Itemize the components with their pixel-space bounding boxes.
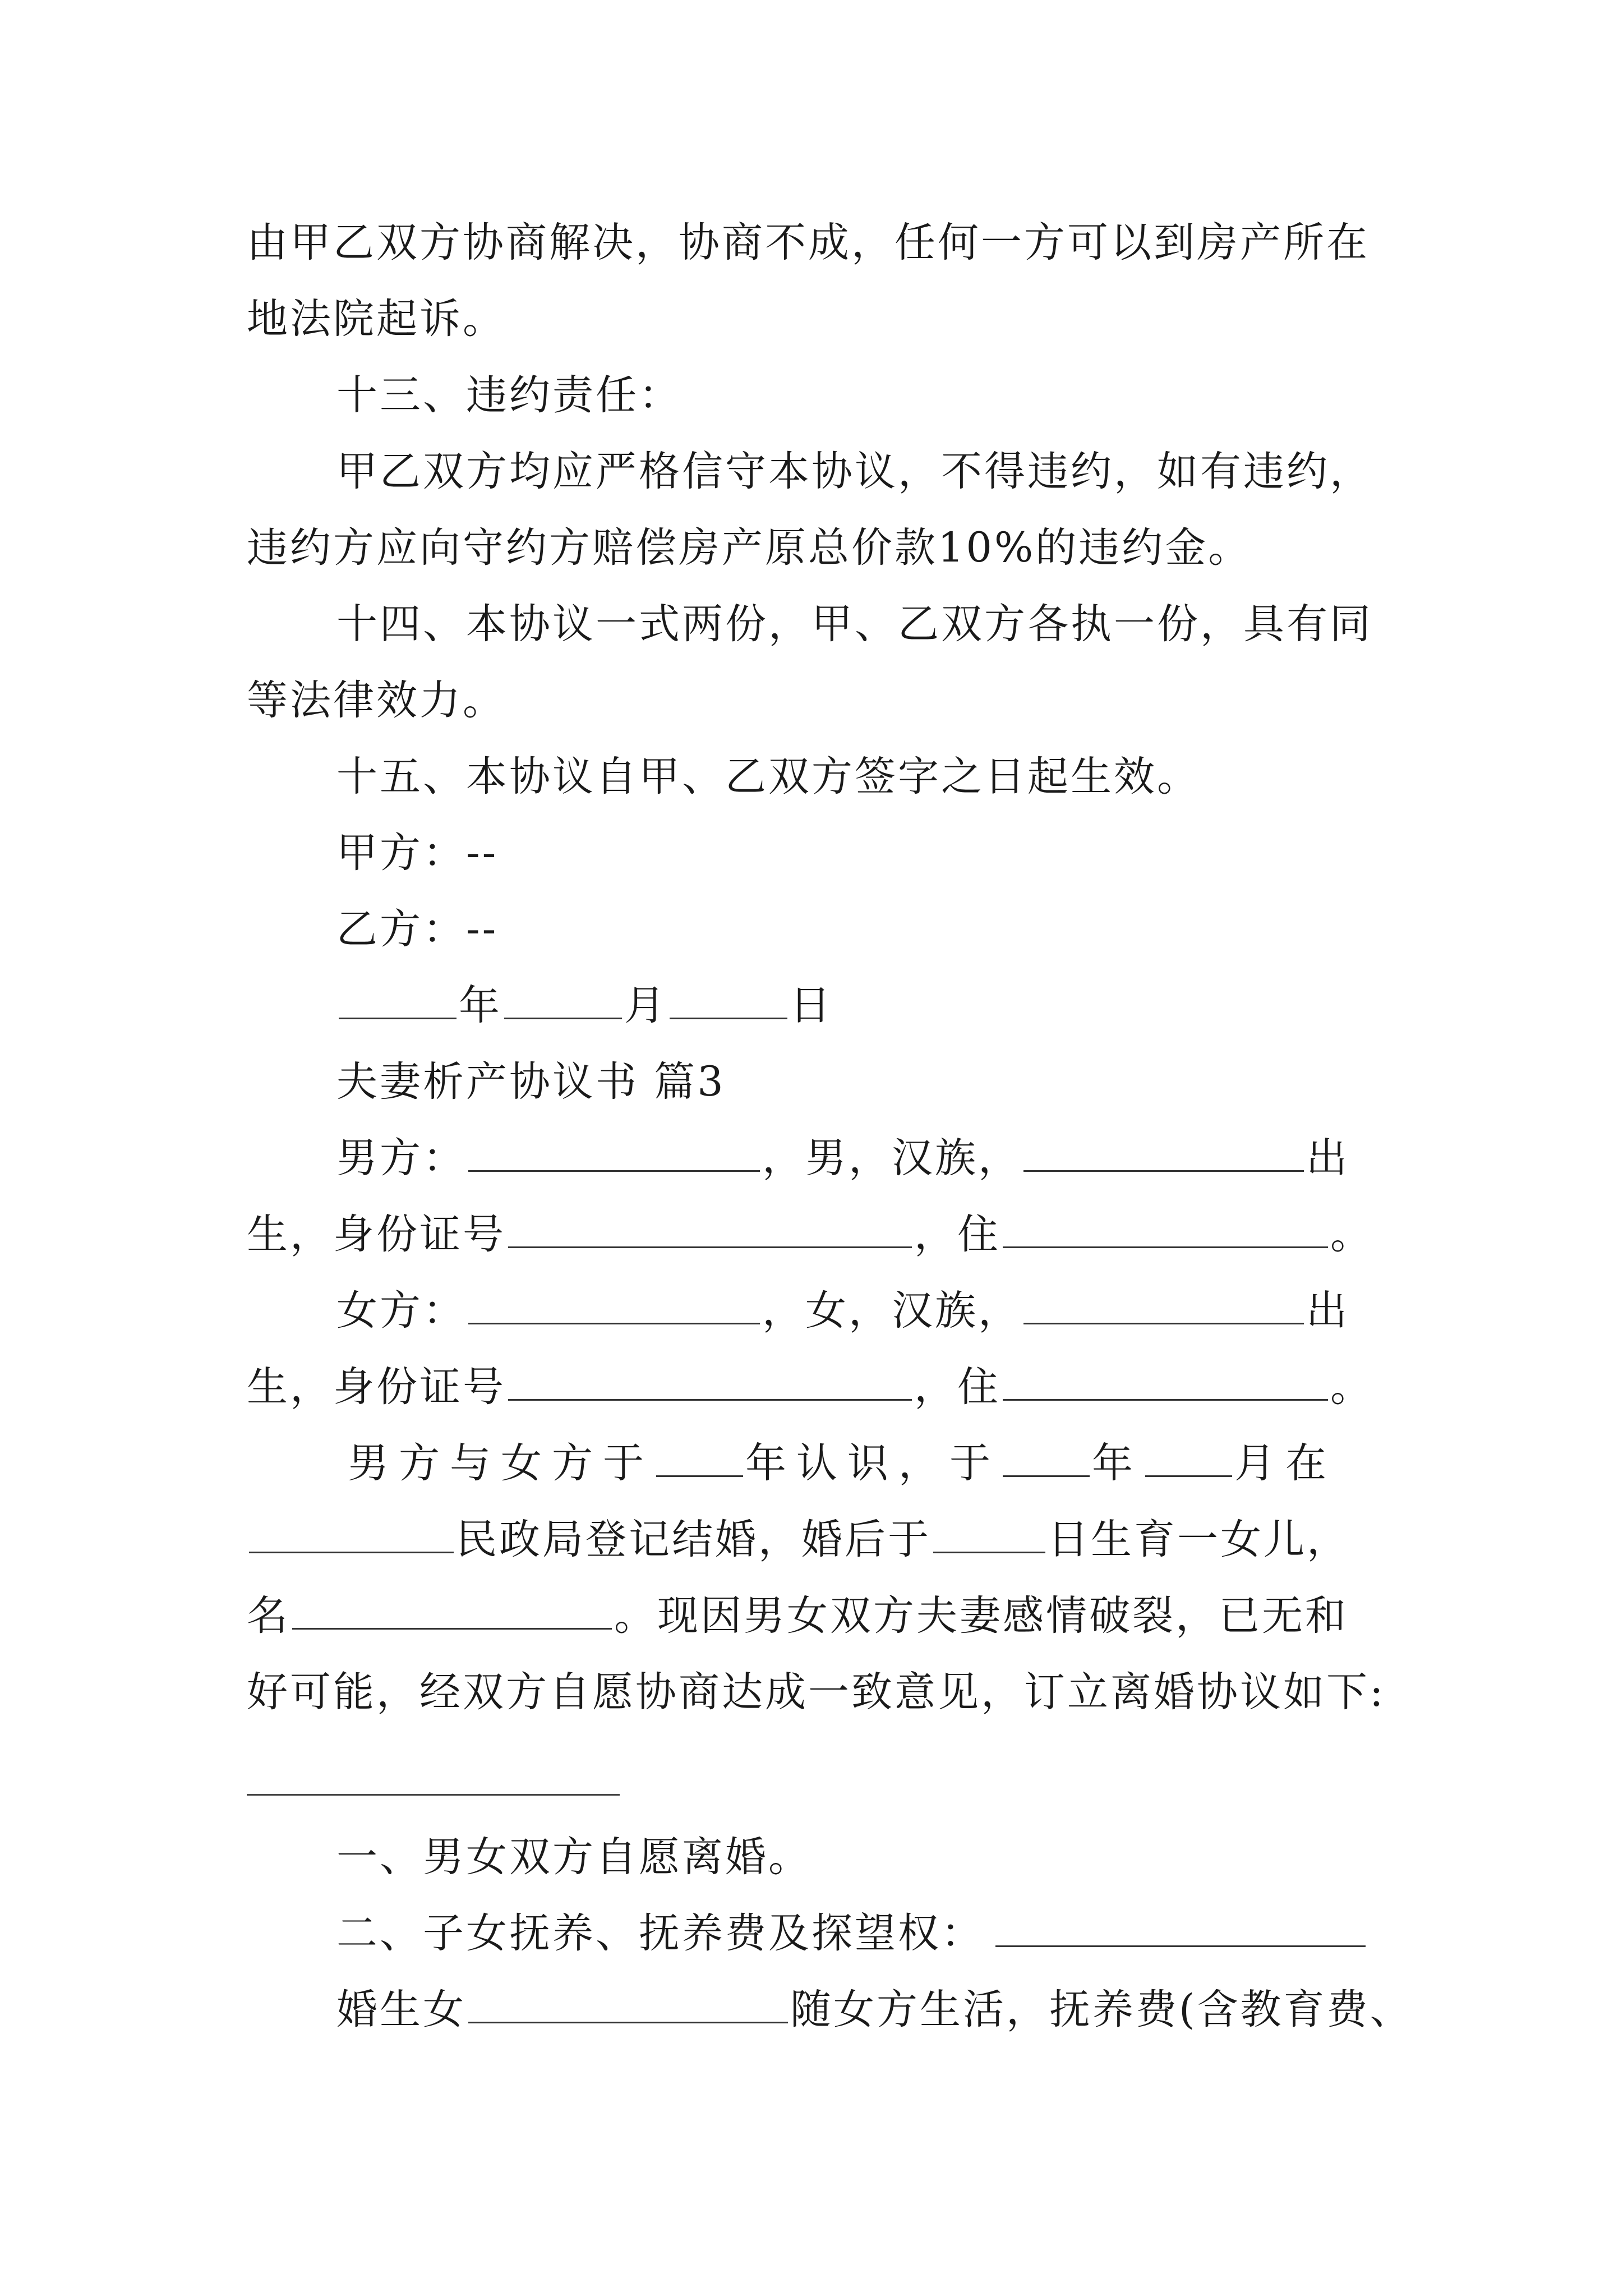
female-label: 女方： — [336, 1287, 466, 1335]
paragraph-line: 等法律效力。 — [247, 677, 506, 724]
year-blank — [339, 978, 457, 1019]
clause-1: 一、男女双方自愿离婚。 — [336, 1833, 811, 1881]
male-id-blank — [508, 1207, 912, 1248]
child-text: 随女方生活，抚养费(含教育费、 — [790, 1986, 1413, 2033]
month-label: 月 — [624, 982, 667, 1029]
male-info-line — [336, 1130, 1486, 1186]
met-year-blank — [656, 1436, 743, 1477]
clause-2-text: 二、子女抚养、抚养费及探望权： — [336, 1910, 984, 1957]
female-address-blank — [1003, 1360, 1328, 1401]
day-blank — [670, 978, 787, 1019]
child-support-line — [336, 1982, 1486, 2038]
male-gender: ，男，汉族， — [762, 1134, 1021, 1182]
male-label: 男方： — [336, 1134, 466, 1182]
paragraph-line: 地法院起诉。 — [247, 295, 506, 343]
marriage-line-3 — [247, 1588, 1396, 1644]
female-name-blank — [468, 1283, 760, 1324]
marriage-text: 年 — [1092, 1439, 1143, 1487]
reg-month-blank — [1145, 1436, 1232, 1477]
female-end: 。 — [1330, 1363, 1373, 1411]
party-a-signature: 甲方：-- — [336, 829, 499, 877]
child-name-blank — [292, 1589, 612, 1630]
clause-heading: 十三、违约责任： — [336, 371, 682, 419]
male-residence-label: ，住 — [914, 1211, 1000, 1258]
paragraph-line: 由甲乙双方协商解决，协商不成，任何一方可以到房产所在 — [247, 219, 1370, 266]
bureau-blank — [249, 1512, 454, 1553]
section-title: 夫妻析产协议书 篇3 — [336, 1058, 726, 1106]
marriage-line-4: 好可能，经双方自愿协商达成一致意见，订立离婚协议如下: — [247, 1668, 1386, 1716]
male-birth-blank — [1023, 1131, 1304, 1172]
child-blank — [468, 1982, 788, 2023]
marriage-text: 男方与女方于 — [348, 1439, 654, 1487]
birth-date-blank — [933, 1512, 1045, 1553]
footnote-rule — [247, 1794, 620, 1796]
paragraph-line: 甲乙双方均应严格信守本协议，不得违约，如有违约， — [336, 448, 1373, 495]
male-end: 。 — [1330, 1211, 1373, 1258]
marriage-text: 名 — [247, 1592, 290, 1640]
child-text: 婚生女 — [336, 1986, 466, 2033]
party-b-signature: 乙方：-- — [336, 905, 499, 953]
female-info-line — [336, 1283, 1486, 1339]
marriage-text: 年认识，于 — [745, 1439, 1000, 1487]
reg-year-blank — [1003, 1436, 1090, 1477]
paragraph-line: 十四、本协议一式两份，甲、乙双方各执一份，具有同 — [336, 600, 1373, 648]
clause-2 — [336, 1906, 1486, 1962]
paragraph-line: 十五、本协议自甲、乙双方签字之日起生效。 — [336, 753, 1200, 800]
female-birth-blank — [1023, 1283, 1304, 1324]
marriage-text: 民政局登记结婚，婚后于 — [456, 1516, 931, 1563]
female-id-label: 生，身份证号 — [247, 1363, 506, 1411]
marriage-text: 月在 — [1234, 1439, 1336, 1487]
day-label: 日 — [790, 982, 833, 1029]
male-address-blank — [1003, 1207, 1328, 1248]
marriage-line-1 — [348, 1435, 1497, 1492]
male-id-label: 生，身份证号 — [247, 1211, 506, 1258]
female-id-line — [247, 1359, 1396, 1415]
paragraph-line: 违约方应向守约方赔偿房产原总价款10%的违约金。 — [247, 524, 1252, 572]
female-born: 出 — [1306, 1287, 1349, 1335]
marriage-line-2 — [247, 1512, 1396, 1568]
year-label: 年 — [459, 982, 502, 1029]
marriage-text: 。现因男女双方夫妻感情破裂，已无和 — [614, 1592, 1348, 1640]
date-line — [336, 978, 1486, 1034]
visitation-blank — [995, 1906, 1366, 1947]
male-id-line — [247, 1207, 1396, 1263]
month-blank — [504, 978, 622, 1019]
female-residence-label: ，住 — [914, 1363, 1000, 1411]
female-gender: ，女，汉族， — [762, 1287, 1021, 1335]
marriage-text: 日生育一女儿， — [1048, 1516, 1350, 1563]
male-name-blank — [468, 1131, 760, 1172]
male-born: 出 — [1306, 1134, 1349, 1182]
female-id-blank — [508, 1360, 912, 1401]
